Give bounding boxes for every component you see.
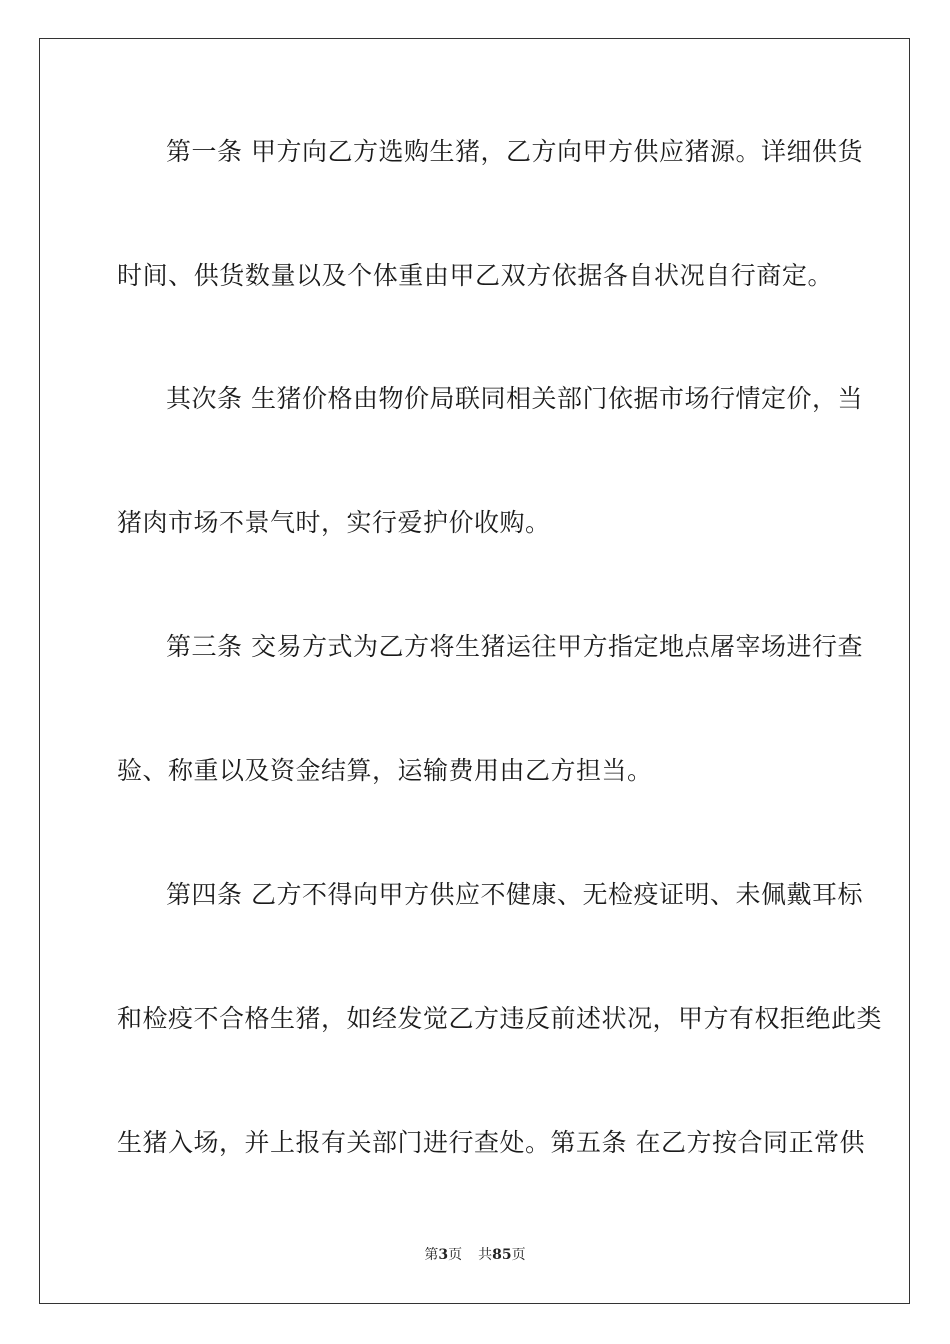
paragraph-line-8: 和检疫不合格生猪，如经发觉乙方违反前述状况，甲方有权拒绝此类 bbox=[117, 1004, 883, 1033]
page-prefix: 第 bbox=[424, 1247, 439, 1263]
paragraph-line-3: 其次条 生猪价格由物价局联同相关部门依据市场行情定价，当 bbox=[166, 384, 863, 413]
total-pages: 85 bbox=[492, 1247, 512, 1263]
page-border bbox=[39, 38, 910, 1304]
total-suffix: 页 bbox=[511, 1247, 526, 1263]
page-suffix: 页 bbox=[448, 1247, 463, 1263]
page-footer bbox=[0, 1245, 950, 1265]
total-prefix: 共 bbox=[478, 1247, 493, 1263]
paragraph-line-9: 生猪入场，并上报有关部门进行查处。第五条 在乙方按合同正常供 bbox=[117, 1128, 865, 1157]
paragraph-line-6: 验、称重以及资金结算，运输费用由乙方担当。 bbox=[117, 756, 653, 785]
paragraph-line-5: 第三条 交易方式为乙方将生猪运往甲方指定地点屠宰场进行查 bbox=[166, 632, 863, 661]
paragraph-line-1: 第一条 甲方向乙方选购生猪，乙方向甲方供应猪源。详细供货 bbox=[166, 137, 863, 166]
paragraph-line-7: 第四条 乙方不得向甲方供应不健康、无检疫证明、未佩戴耳标 bbox=[166, 880, 863, 909]
paragraph-line-4: 猪肉市场不景气时，实行爱护价收购。 bbox=[117, 508, 551, 537]
paragraph-line-2: 时间、供货数量以及个体重由甲乙双方依据各自状况自行商定。 bbox=[117, 261, 833, 290]
page-number: 3 bbox=[438, 1247, 449, 1263]
